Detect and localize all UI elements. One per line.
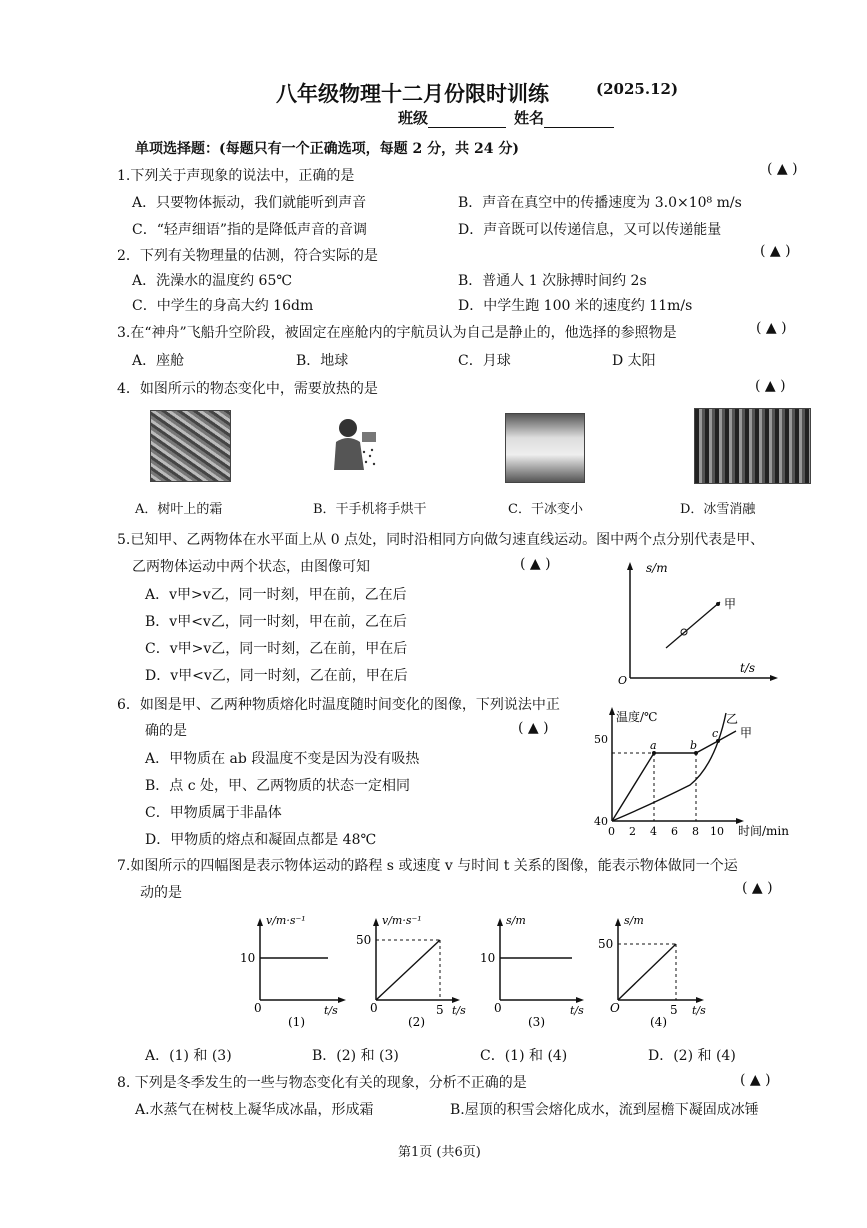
answer-blank-3[interactable]: ( ▲ ): [756, 320, 787, 336]
section-heading: 单项选择题：(每题只有一个正确选项，每题 2 分，共 24 分): [135, 141, 519, 157]
fig7-2-ytick: 50: [356, 933, 372, 947]
q4-option-b: B．干手机将手烘干: [313, 502, 427, 517]
fig7-3-xlabel: t/s: [570, 1004, 584, 1017]
question-4: 4．如图所示的物态变化中，需要放热的是: [117, 381, 378, 397]
fig5-graph: [610, 560, 780, 685]
fig7-3-origin: 0: [494, 1001, 502, 1015]
fig7-4-caption: (4): [650, 1015, 667, 1029]
fig7-1-caption: (1): [288, 1015, 305, 1029]
fig7-3-ytick: 10: [480, 951, 496, 965]
q4-option-a: A．树叶上的霜: [135, 502, 223, 517]
question-6: 6．如图是甲、乙两种物质熔化时温度随时间变化的图像，下列说法中正: [117, 697, 560, 713]
fig7-1-origin: 0: [254, 1001, 262, 1015]
fig5-ylabel: s/m: [646, 561, 668, 575]
dry-ice-image: [505, 413, 585, 483]
fig7-4-ytick: 50: [598, 937, 614, 951]
fig7-1-ylabel: v/m·s⁻¹: [266, 914, 306, 927]
question-7: 7.如图所示的四幅图是表示物体运动的路程 s 或速度 v 与时间 t 关系的图像，能表示物体做同一个运: [117, 858, 738, 874]
q2-option-a: A．洗澡水的温度约 65℃: [132, 273, 293, 289]
question-8: 8. 下列是冬季发生的一些与物态变化有关的现象，分析不正确的是: [117, 1075, 527, 1091]
fig6-xtick-6: 6: [671, 825, 678, 838]
fig7-4-origin: O: [610, 1001, 620, 1015]
q4-option-c: C．干冰变小: [508, 502, 583, 517]
fig6-label-yi: 乙: [726, 712, 739, 726]
fig7-graph-2: [352, 910, 467, 1035]
q7-option-d: D．(2) 和 (4): [648, 1048, 736, 1064]
question-5-cont: 乙两物体运动中两个状态，由图像可知: [132, 559, 370, 575]
answer-blank-1[interactable]: ( ▲ ): [767, 161, 798, 177]
name-field[interactable]: [514, 107, 614, 128]
question-5: 5.已知甲、乙两物体在水平面上从 0 点处，同时沿相同方向做匀速直线运动。图中两个点分别代表是甲、: [117, 532, 765, 548]
fig7-graph-4: [596, 910, 716, 1035]
q8-option-b: B.屋顶的积雪会熔化成水，流到屋檐下凝固成冰锤: [450, 1102, 759, 1118]
fig5-point-jia: [716, 602, 720, 606]
name-label: 姓名: [514, 109, 545, 127]
fig5-origin: O: [618, 674, 628, 685]
q1-option-a: A．只要物体振动，我们就能听到声音: [132, 195, 367, 211]
q4-option-d: D．冰雪消融: [680, 502, 756, 517]
question-1: 1.下列关于声现象的说法中，正确的是: [117, 168, 355, 184]
q2-option-b: B．普通人 1 次脉搏时间约 2s: [458, 273, 647, 289]
fig6-ytick-40: 40: [594, 815, 608, 828]
fig7-4-xlabel: t/s: [692, 1004, 706, 1017]
q6-option-d: D．甲物质的熔点和凝固点都是 48℃: [145, 832, 377, 848]
q1-option-b: B．声音在真空中的传播速度为 3.0×10⁸ m/s: [458, 195, 742, 211]
fig7-4-ylabel: s/m: [624, 914, 644, 927]
q2-option-d: D．中学生跑 100 米的速度约 11m/s: [458, 298, 693, 314]
hand-dryer-drawing: [326, 412, 382, 478]
fig7-graph-3: [478, 910, 588, 1035]
answer-blank-2[interactable]: ( ▲ ): [760, 243, 791, 259]
fig6-y-arrow: [609, 707, 615, 715]
fig6-graph: [590, 705, 800, 845]
fig6-xtick-0: 0: [608, 825, 615, 838]
q7-option-b: B．(2) 和 (3): [312, 1048, 399, 1064]
fig7-3-ylabel: s/m: [506, 914, 526, 927]
answer-blank-5[interactable]: ( ▲ ): [520, 556, 551, 572]
question-2: 2．下列有关物理量的估测，符合实际的是: [117, 248, 378, 264]
q7-option-a: A．(1) 和 (3): [145, 1048, 232, 1064]
fig6-ylabel: 温度/℃: [616, 710, 658, 724]
q5-option-d: D．v甲<v乙，同一时刻，乙在前，甲在后: [145, 668, 408, 684]
question-6-cont: 确的是: [145, 723, 187, 739]
fig6-label-jia: 甲: [740, 726, 753, 740]
fig7-2-ylabel: v/m·s⁻¹: [382, 914, 422, 927]
q5-option-c: C．v甲>v乙，同一时刻，乙在前，甲在后: [145, 641, 408, 657]
fig5-label-jia: 甲: [724, 597, 737, 611]
q3-option-c: C．月球: [458, 353, 511, 369]
fig7-4-xtick: 5: [670, 1003, 678, 1017]
q6-option-c: C．甲物质属于非晶体: [145, 805, 282, 821]
fig6-line-yi: [612, 713, 726, 821]
fig5-x-arrow: [770, 675, 778, 681]
q2-option-c: C．中学生的身高大约 16dm: [132, 298, 314, 314]
page-number: 第1页 (共6页): [398, 1145, 481, 1160]
hand-dryer-image: [326, 412, 382, 478]
fig6-xtick-2: 2: [629, 825, 636, 838]
fig6-xtick-4: 4: [650, 825, 657, 838]
fig7-1-xlabel: t/s: [324, 1004, 338, 1017]
q3-option-a: A．座舱: [132, 353, 185, 369]
q3-option-d: D 太阳: [612, 353, 656, 369]
answer-blank-8[interactable]: ( ▲ ): [740, 1072, 771, 1088]
fig7-2-caption: (2): [408, 1015, 425, 1029]
fig7-2-origin: 0: [370, 1001, 378, 1015]
fig7-2-xtick: 5: [436, 1003, 444, 1017]
q1-option-c: C．“轻声细语”指的是降低声音的音调: [132, 222, 368, 238]
page-title: 八年级物理十二月份限时训练: [276, 81, 549, 106]
q5-option-a: A．v甲>v乙，同一时刻，甲在前，乙在后: [145, 587, 407, 603]
q3-option-b: B．地球: [296, 353, 349, 369]
fig6-xtick-8: 8: [692, 825, 699, 838]
q7-option-c: C．(1) 和 (4): [480, 1048, 568, 1064]
fig6-label-c: c: [712, 727, 719, 740]
fig6-ytick-50: 50: [594, 733, 608, 746]
fig7-graph-1: [238, 910, 348, 1035]
fig5-xlabel: t/s: [740, 661, 756, 675]
fig7-4-line: [618, 944, 676, 1000]
question-7-cont: 动的是: [140, 885, 182, 901]
fig6-xlabel: 时间/min: [738, 824, 789, 838]
answer-blank-7[interactable]: ( ▲ ): [742, 880, 773, 896]
question-3: 3.在“神舟”飞船升空阶段，被固定在座舱内的宇航员认为自己是静止的，他选择的参照物是: [117, 325, 677, 341]
exam-year: (2025.12): [596, 80, 679, 98]
q8-option-a: A.水蒸气在树枝上凝华成冰晶，形成霜: [135, 1102, 374, 1118]
answer-blank-6[interactable]: ( ▲ ): [518, 720, 549, 736]
fig5-line: [666, 602, 720, 648]
frost-leaf-image: [150, 410, 231, 482]
fig7-3-caption: (3): [528, 1015, 545, 1029]
fig6-label-a: a: [650, 739, 657, 752]
fig6-xtick-10: 10: [710, 825, 724, 838]
fig7-1-ytick: 10: [240, 951, 256, 965]
q6-option-b: B．点 c 处，甲、乙两物质的状态一定相同: [145, 778, 411, 794]
melting-ice-image: [694, 408, 811, 484]
q6-option-a: A．甲物质在 ab 段温度不变是因为没有吸热: [145, 751, 420, 767]
q1-option-d: D．声音既可以传递信息，又可以传递能量: [458, 222, 722, 238]
class-label: 班级: [398, 109, 429, 127]
fig6-label-b: b: [690, 739, 698, 752]
fig7-2-line: [376, 940, 440, 1000]
fig7-2-xlabel: t/s: [452, 1004, 466, 1017]
answer-blank-4[interactable]: ( ▲ ): [755, 378, 786, 394]
class-field[interactable]: [398, 107, 506, 128]
q5-option-b: B．v甲<v乙，同一时刻，甲在前，乙在后: [145, 614, 407, 630]
fig5-y-arrow: [627, 562, 633, 570]
